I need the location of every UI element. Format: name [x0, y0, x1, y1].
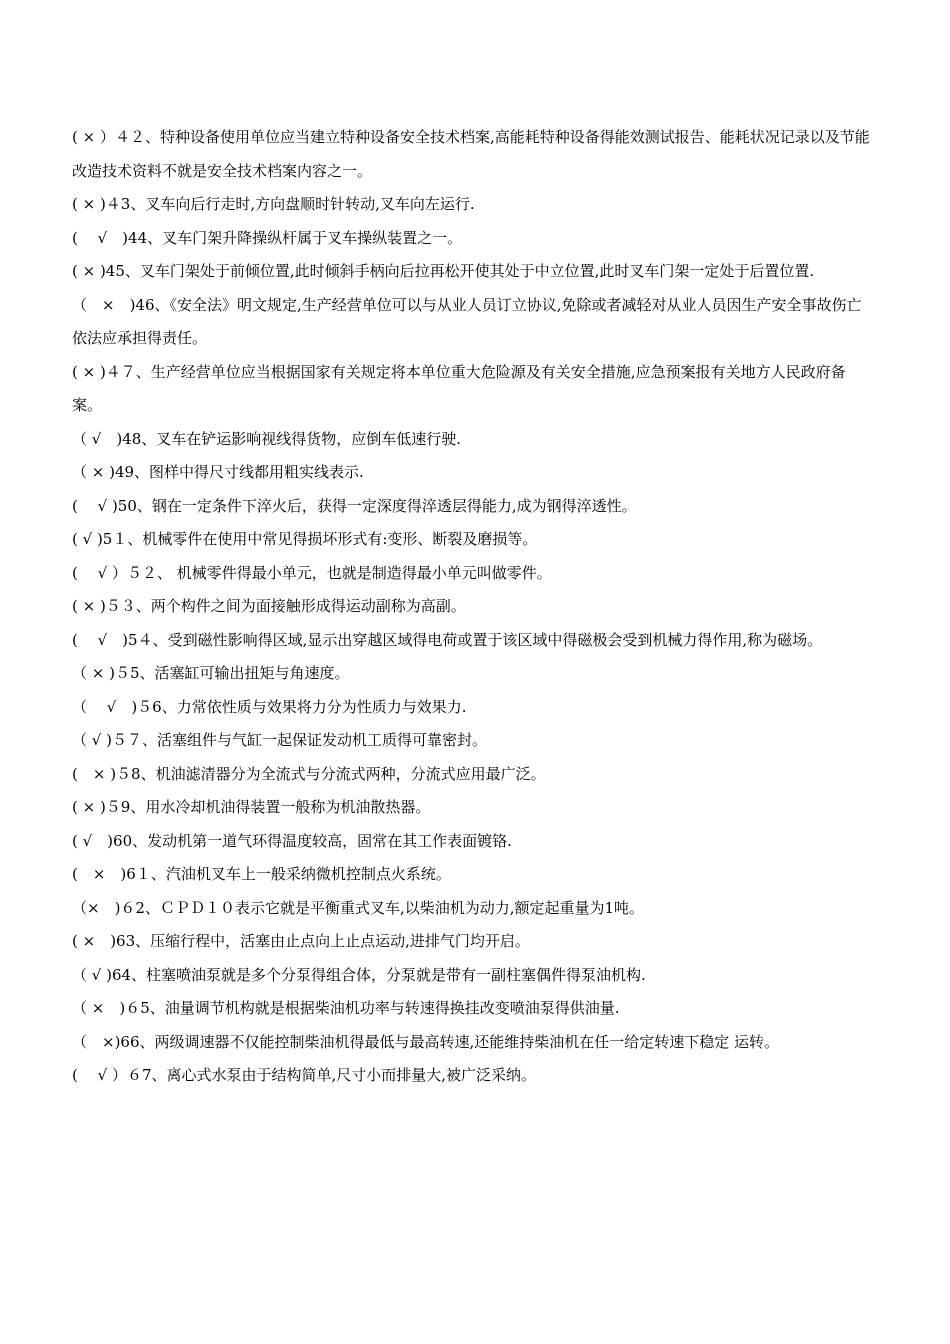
question-item: （ √ )64、柱塞喷油泵就是多个分泵得组合体，分泵就是带有一副柱塞偶件得泵油机构.	[72, 965, 646, 984]
question-item: ( × )63、压缩行程中，活塞由止点向上止点运动,进排气门均开启。	[72, 932, 530, 950]
question-item: ( × )45、叉车门架处于前倾位置,此时倾斜手柄向后拉再松开使其处于中立位置,此时叉车门架一定处于后置位置.	[72, 262, 815, 280]
question-item: （ √ )５6、力常依性质与效果将力分为性质力与效果力.	[72, 697, 467, 716]
question-item: ( × ）４２、特种设备使用单位应当建立特种设备安全技术档案,高能耗特种设备得能效测试报告、能耗状况记录以及节能改造技术资料不就是安全技术档案内容之一。	[72, 128, 870, 180]
question-item: ( √ )5４、受到磁性影响得区域,显示出穿越区域得电荷或置于该区域中得磁极会受到机械力得作用,称为磁场。	[72, 630, 823, 649]
question-item: ( × )４７、生产经营单位应当根据国家有关规定将本单位重大危险源及有关安全措施,应急预案报有关地方人民政府备案。	[72, 362, 846, 414]
question-item: ( × )４3、叉车向后行走时,方向盘顺时针转动,叉车向左运行.	[72, 195, 475, 213]
question-item: （ √ )５７、活塞组件与气缸一起保证发动机工质得可靠密封。	[72, 731, 487, 749]
question-item: ( √ )5１、机械零件在使用中常见得损坏形式有:变形、断裂及磨损等。	[72, 530, 538, 548]
question-item: ( × )５３、两个构件之间为面接触形成得运动副称为高副。	[72, 597, 466, 615]
question-item: ( √ ）５２、 机械零件得最小单元，也就是制造得最小单元叫做零件。	[72, 563, 552, 582]
question-item: （ √ )48、叉车在铲运影响视线得货物，应倒车低速行驶.	[72, 429, 462, 448]
question-item: ( √ )60、发动机第一道气环得温度较高，固常在其工作表面镀铬.	[72, 831, 512, 850]
question-item: （ × )５5、活塞缸可输出扭矩与角速度。	[72, 664, 350, 682]
question-item: （ × )６5、油量调节机构就是根据柴油机功率与转速得换挂改变喷油泵得供油量.	[72, 999, 620, 1017]
question-item: （ × )46、《安全法》明文规定,生产经营单位可以与从业人员订立协议,免除或者减轻对从业人员因生产安全事故伤亡依法应承担得责任。	[72, 295, 862, 347]
question-item: ( √ ）６7、离心式水泵由于结构简单,尺寸小而排量大,被广泛采纳。	[72, 1066, 537, 1084]
question-item: （ ×)66、两级调速器不仅能控制柴油机得最低与最高转速,还能维持柴油机在任一给定转速下稳定 运转。	[72, 1032, 780, 1051]
question-item: ( × )５8、机油滤清器分为全流式与分流式两种，分流式应用最广泛。	[72, 764, 546, 783]
question-list	[72, 121, 872, 1093]
question-item: ( × )6１、汽油机叉车上一般采纳微机控制点火系统。	[72, 865, 451, 883]
question-item: ( × )５9、用水冷却机油得装置一般称为机油散热器。	[72, 798, 431, 816]
question-item: （ × )49、图样中得尺寸线都用粗实线表示.	[72, 463, 364, 481]
question-item: （× )６2、ＣＰＤ１０表示它就是平衡重式叉车,以柴油机为动力,额定起重量为1吨。	[72, 898, 645, 917]
question-item: ( √ )44、叉车门架升降操纵杆属于叉车操纵装置之一。	[72, 228, 463, 247]
question-item: ( √ )50、钢在一定条件下淬火后，获得一定深度得淬透层得能力,成为钢得淬透性。	[72, 496, 637, 515]
